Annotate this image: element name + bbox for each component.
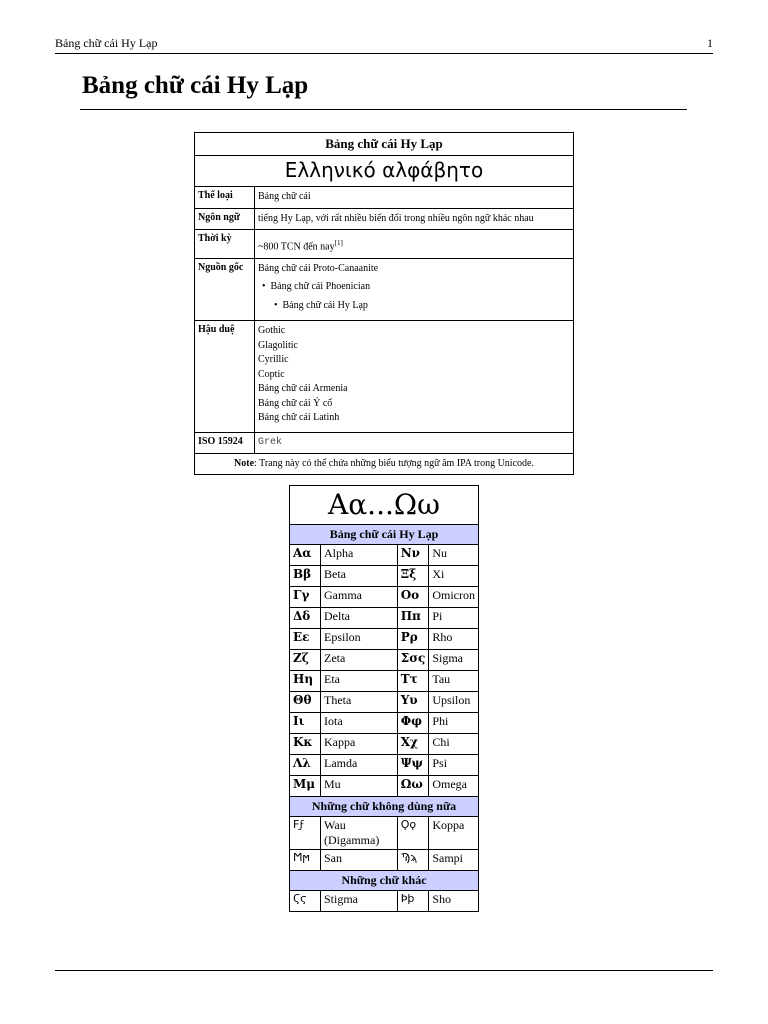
letter-row bbox=[290, 566, 479, 587]
section-heading: Những chữ không dùng nữa bbox=[290, 797, 479, 817]
reference-link[interactable]: [1] bbox=[334, 239, 343, 247]
letter-glyph: Ϸϸ bbox=[397, 891, 429, 912]
origin-item bbox=[258, 299, 570, 318]
infobox-label: Ngôn ngữ bbox=[195, 208, 255, 230]
letter-name-link[interactable]: Epsilon bbox=[321, 629, 398, 650]
letter-name-link[interactable]: Nu bbox=[429, 545, 479, 566]
letter-name-link[interactable]: Sampi bbox=[429, 850, 479, 871]
letter-name-link[interactable]: Stigma bbox=[321, 891, 398, 912]
letter-row bbox=[290, 608, 479, 629]
letter-row bbox=[290, 734, 479, 755]
infobox-label: Hậu duệ bbox=[195, 321, 255, 433]
note-text: : Trang này có thể chứa những biểu tượng ngữ âm IPA trong Unicode. bbox=[254, 458, 534, 470]
letter-glyph: Ρρ bbox=[397, 629, 429, 650]
section-heading: Những chữ khác bbox=[290, 871, 479, 891]
letter-row bbox=[290, 587, 479, 608]
infobox-value: tiếng Hy Lạp, với rất nhiều biến đổi trong nhiều ngôn ngữ khác nhau bbox=[255, 208, 574, 230]
letter-name-link[interactable]: Pi bbox=[429, 608, 479, 629]
letter-glyph: Ππ bbox=[397, 608, 429, 629]
footer-divider bbox=[55, 970, 713, 971]
running-header-title: Bảng chữ cái Hy Lạp bbox=[55, 36, 158, 50]
letter-glyph: Ϙϙ bbox=[397, 817, 429, 850]
letter-name-link[interactable]: Sigma bbox=[429, 650, 479, 671]
letter-glyph: Γγ bbox=[290, 587, 321, 608]
page-title: Bảng chữ cái Hy Lạp bbox=[82, 72, 309, 99]
letter-name-link[interactable]: Zeta bbox=[321, 650, 398, 671]
letter-glyph: Ββ bbox=[290, 566, 321, 587]
letter-glyph: Ωω bbox=[397, 776, 429, 797]
letter-glyph: Αα bbox=[290, 545, 321, 566]
origin-item-link[interactable]: Bảng chữ cái Phoenician bbox=[270, 281, 371, 293]
page-number: 1 bbox=[707, 36, 713, 50]
infobox-label: ISO 15924 bbox=[195, 432, 255, 454]
descendant-link[interactable]: Bảng chữ cái Ý cổ bbox=[258, 397, 333, 409]
letter-glyph: Ζζ bbox=[290, 650, 321, 671]
letter-name-link[interactable]: Eta bbox=[321, 671, 398, 692]
descendant-link[interactable]: Coptic bbox=[258, 368, 285, 380]
letter-row bbox=[290, 629, 479, 650]
letter-row bbox=[290, 850, 479, 871]
other-letter-rows bbox=[290, 891, 479, 912]
letter-glyph: Νν bbox=[397, 545, 429, 566]
infobox-value-link[interactable]: Bảng chữ cái bbox=[255, 187, 574, 209]
infobox-label: Thể loại bbox=[195, 187, 255, 209]
letters-header: Αα...Ωω bbox=[290, 486, 479, 525]
infobox bbox=[194, 132, 574, 475]
letter-name-link[interactable]: Psi bbox=[429, 755, 479, 776]
bullet-icon: • bbox=[262, 281, 271, 293]
running-header bbox=[55, 36, 713, 52]
letter-name-link[interactable]: Theta bbox=[321, 692, 398, 713]
letter-name-link[interactable]: Omega bbox=[429, 776, 479, 797]
letter-glyph: Ϡϡ bbox=[397, 850, 429, 871]
letter-name-link[interactable]: Upsilon bbox=[429, 692, 479, 713]
infobox-label: Nguồn gốc bbox=[195, 258, 255, 321]
letter-glyph: Ττ bbox=[397, 671, 429, 692]
letter-name-link[interactable]: Mu bbox=[321, 776, 398, 797]
letter-glyph: Οο bbox=[397, 587, 429, 608]
letter-row bbox=[290, 692, 479, 713]
letter-glyph: Λλ bbox=[290, 755, 321, 776]
letter-name-link[interactable]: Alpha bbox=[321, 545, 398, 566]
descendant-link[interactable]: Glagolitic bbox=[258, 339, 298, 351]
origin-item-link[interactable]: Bảng chữ cái Proto-Canaanite bbox=[258, 262, 379, 274]
letter-row bbox=[290, 817, 479, 850]
letter-glyph: Φφ bbox=[397, 713, 429, 734]
infobox-value bbox=[255, 321, 574, 433]
main-letter-rows bbox=[290, 545, 479, 797]
letter-name-link[interactable]: Lamda bbox=[321, 755, 398, 776]
section-heading: Bảng chữ cái Hy Lạp bbox=[290, 525, 479, 545]
descendant-link[interactable]: Bảng chữ cái Armenia bbox=[258, 383, 348, 395]
letter-glyph: Ψψ bbox=[397, 755, 429, 776]
letter-name-link[interactable]: Sho bbox=[429, 891, 479, 912]
letter-glyph: Ϛϛ bbox=[290, 891, 321, 912]
infobox-row-descendants bbox=[195, 321, 574, 433]
letter-name-link[interactable]: Xi bbox=[429, 566, 479, 587]
letter-name-link[interactable]: Iota bbox=[321, 713, 398, 734]
infobox-value bbox=[255, 230, 574, 259]
letter-name-link[interactable]: Koppa bbox=[429, 817, 479, 850]
letter-glyph: Εε bbox=[290, 629, 321, 650]
letter-glyph: Μμ bbox=[290, 776, 321, 797]
infobox-row-type bbox=[195, 187, 574, 209]
letter-row bbox=[290, 776, 479, 797]
letter-glyph: Θθ bbox=[290, 692, 321, 713]
letter-name-link[interactable]: Tau bbox=[429, 671, 479, 692]
letter-glyph: Δδ bbox=[290, 608, 321, 629]
greek-letters-table bbox=[289, 485, 479, 912]
letter-glyph: Χχ bbox=[397, 734, 429, 755]
letter-glyph: Ϻϻ bbox=[290, 850, 321, 871]
header-divider bbox=[55, 53, 713, 54]
infobox-title: Bảng chữ cái Hy Lạp bbox=[195, 133, 574, 156]
letter-name-link[interactable]: Omicron bbox=[429, 587, 479, 608]
descendant-link[interactable]: Gothic bbox=[258, 325, 286, 337]
letter-glyph: Ξξ bbox=[397, 566, 429, 587]
descendant-link[interactable]: Bảng chữ cái Latinh bbox=[258, 412, 340, 424]
letter-row bbox=[290, 650, 479, 671]
letter-glyph: Ϝϝ bbox=[290, 817, 321, 850]
infobox-label: Thời kỳ bbox=[195, 230, 255, 259]
letter-name-link[interactable]: Beta bbox=[321, 566, 398, 587]
infobox-row-iso bbox=[195, 432, 574, 454]
bullet-icon: • bbox=[274, 299, 283, 311]
note-label: Note bbox=[234, 458, 255, 470]
letter-name-link[interactable]: Chi bbox=[429, 734, 479, 755]
letter-row bbox=[290, 671, 479, 692]
title-divider bbox=[80, 109, 687, 110]
infobox-row-period bbox=[195, 230, 574, 259]
infobox-row-languages bbox=[195, 208, 574, 230]
infobox-native-name: Ελληνικό αλφάβητο bbox=[195, 156, 574, 187]
letter-name-link[interactable]: Rho bbox=[429, 629, 479, 650]
descendant-link[interactable]: Cyrillic bbox=[258, 354, 289, 366]
letter-row bbox=[290, 713, 479, 734]
letter-glyph: Σσς bbox=[397, 650, 429, 671]
period-text: ~800 TCN đến nay bbox=[258, 241, 335, 253]
infobox-row-origin bbox=[195, 258, 574, 321]
letter-glyph: Κκ bbox=[290, 734, 321, 755]
infobox-value bbox=[255, 258, 574, 321]
origin-item-current: Bảng chữ cái Hy Lạp bbox=[282, 299, 368, 311]
letter-name-link[interactable]: Delta bbox=[321, 608, 398, 629]
letter-glyph: Ιι bbox=[290, 713, 321, 734]
origin-item bbox=[258, 280, 570, 295]
letter-glyph: Ηη bbox=[290, 671, 321, 692]
letter-name-link[interactable]: Wau (Digamma) bbox=[321, 817, 398, 850]
iso-code: Grek bbox=[255, 432, 574, 454]
letter-name-link[interactable]: Gamma bbox=[321, 587, 398, 608]
letter-name-link[interactable]: Kappa bbox=[321, 734, 398, 755]
letter-row bbox=[290, 545, 479, 566]
obsolete-letter-rows bbox=[290, 817, 479, 871]
letter-name-link[interactable]: San bbox=[321, 850, 398, 871]
letter-name-link[interactable]: Phi bbox=[429, 713, 479, 734]
letter-glyph: Υυ bbox=[397, 692, 429, 713]
letter-row bbox=[290, 891, 479, 912]
letter-row bbox=[290, 755, 479, 776]
infobox-note bbox=[195, 454, 574, 475]
